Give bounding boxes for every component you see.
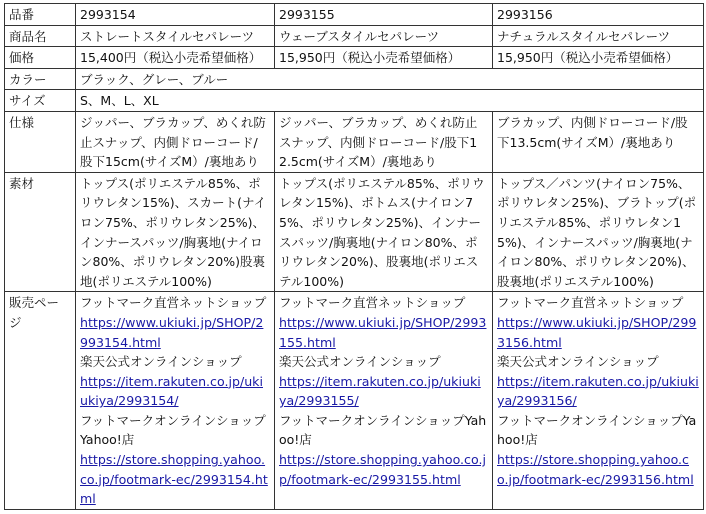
cell-price: 15,400円（税込小売希望価格） — [76, 47, 275, 69]
label-product-number: 品番 — [5, 4, 76, 26]
cell-price: 15,950円（税込小売希望価格） — [493, 47, 704, 69]
shop-link-direct[interactable]: https://www.ukiuki.jp/SHOP/2993156.html — [497, 314, 697, 350]
cell-size: S、M、L、XL — [76, 90, 704, 112]
cell-material: トップス(ポリエステル85%、ポリウレタン15%)、スカート(ナイロン75%、ポリウレタン25%)、インナースパッツ/胸裏地(ナイロン80%、ポリウレタン20%)股裏地(ポリエステル100%) — [76, 172, 275, 292]
cell-sales-page — [275, 292, 493, 510]
shop-link-rakuten[interactable]: https://item.rakuten.co.jp/ukiukiya/2993155/ — [279, 373, 481, 409]
cell-material: トップス(ポリエステル85%、ポリウレタン15%)、ボトムス(ナイロン75%、ポリウレタン25%)、インナースパッツ/胸裏地(ナイロン80%、ポリウレタン20%)、股裏地(ポリエステル100%) — [275, 172, 493, 292]
row-material — [5, 172, 704, 292]
shop-link-yahoo[interactable]: https://store.shopping.yahoo.co.jp/footmark-ec/2993156.html — [497, 452, 694, 487]
shop-link-direct[interactable]: https://www.ukiuki.jp/SHOP/2993154.html — [80, 314, 264, 350]
label-price: 価格 — [5, 47, 76, 69]
cell-product-number: 2993155 — [275, 4, 493, 26]
cell-product-number: 2993154 — [76, 4, 275, 26]
row-spec — [5, 111, 704, 172]
cell-color: ブラック、グレー、ブルー — [76, 68, 704, 90]
cell-sales-page — [493, 292, 704, 510]
row-sales-page — [5, 292, 704, 510]
shop-link-yahoo[interactable]: https://store.shopping.yahoo.co.jp/footmark-ec/2993154.html — [80, 452, 268, 507]
shop-link-yahoo[interactable]: https://store.shopping.yahoo.co.jp/footmark-ec/2993155.html — [279, 452, 486, 487]
row-product-number — [5, 4, 704, 26]
cell-material: トップス／パンツ(ナイロン75%、ポリウレタン25%)、ブラトップ(ポリエステル85%、ポリウレタン15%)、インナースパッツ/胸裏地(ナイロン80%、ポリウレタン20%)、股裏地(ポリエステル100%) — [493, 172, 704, 292]
label-sales-page: 販売ページ — [5, 292, 76, 510]
label-material: 素材 — [5, 172, 76, 292]
cell-spec: ジッパー、ブラカップ、めくれ防止スナップ、内側ドローコード/股下15cm(サイズM）/裏地あり — [76, 111, 275, 172]
label-size: サイズ — [5, 90, 76, 112]
label-color: カラー — [5, 68, 76, 90]
cell-product-name: ウェーブスタイルセパレーツ — [275, 25, 493, 47]
shop-name-direct: フットマーク直営ネットショップ — [80, 295, 267, 311]
shop-name-yahoo: フットマークオンラインショップYahoo!店 — [279, 412, 487, 448]
row-size — [5, 90, 704, 112]
label-product-name: 商品名 — [5, 25, 76, 47]
shop-name-rakuten: 楽天公式オンラインショップ — [497, 354, 659, 370]
cell-product-name: ストレートスタイルセパレーツ — [76, 25, 275, 47]
shop-name-yahoo: フットマークオンラインショップYahoo!店 — [80, 412, 266, 448]
row-product-name — [5, 25, 704, 47]
cell-spec: ブラカップ、内側ドローコード/股下13.5cm(サイズM）/裏地あり — [493, 111, 704, 172]
shop-name-rakuten: 楽天公式オンラインショップ — [80, 354, 242, 370]
shop-name-direct: フットマーク直営ネットショップ — [279, 295, 466, 311]
product-spec-table — [4, 3, 704, 510]
cell-price: 15,950円（税込小売希望価格） — [275, 47, 493, 69]
cell-spec: ジッパー、ブラカップ、めくれ防止スナップ、内側ドローコード/股下12.5cm(サイズM）/裏地あり — [275, 111, 493, 172]
cell-product-name: ナチュラルスタイルセパレーツ — [493, 25, 704, 47]
cell-sales-page — [76, 292, 275, 510]
shop-link-rakuten[interactable]: https://item.rakuten.co.jp/ukiukiya/2993156/ — [497, 373, 699, 409]
row-color — [5, 68, 704, 90]
cell-product-number: 2993156 — [493, 4, 704, 26]
shop-link-direct[interactable]: https://www.ukiuki.jp/SHOP/2993155.html — [279, 314, 487, 350]
shop-name-yahoo: フットマークオンラインショップYahoo!店 — [497, 412, 697, 448]
label-spec: 仕様 — [5, 111, 76, 172]
shop-name-rakuten: 楽天公式オンラインショップ — [279, 354, 441, 370]
row-price — [5, 47, 704, 69]
shop-name-direct: フットマーク直営ネットショップ — [497, 295, 684, 311]
shop-link-rakuten[interactable]: https://item.rakuten.co.jp/ukiukiya/2993154/ — [80, 373, 263, 409]
